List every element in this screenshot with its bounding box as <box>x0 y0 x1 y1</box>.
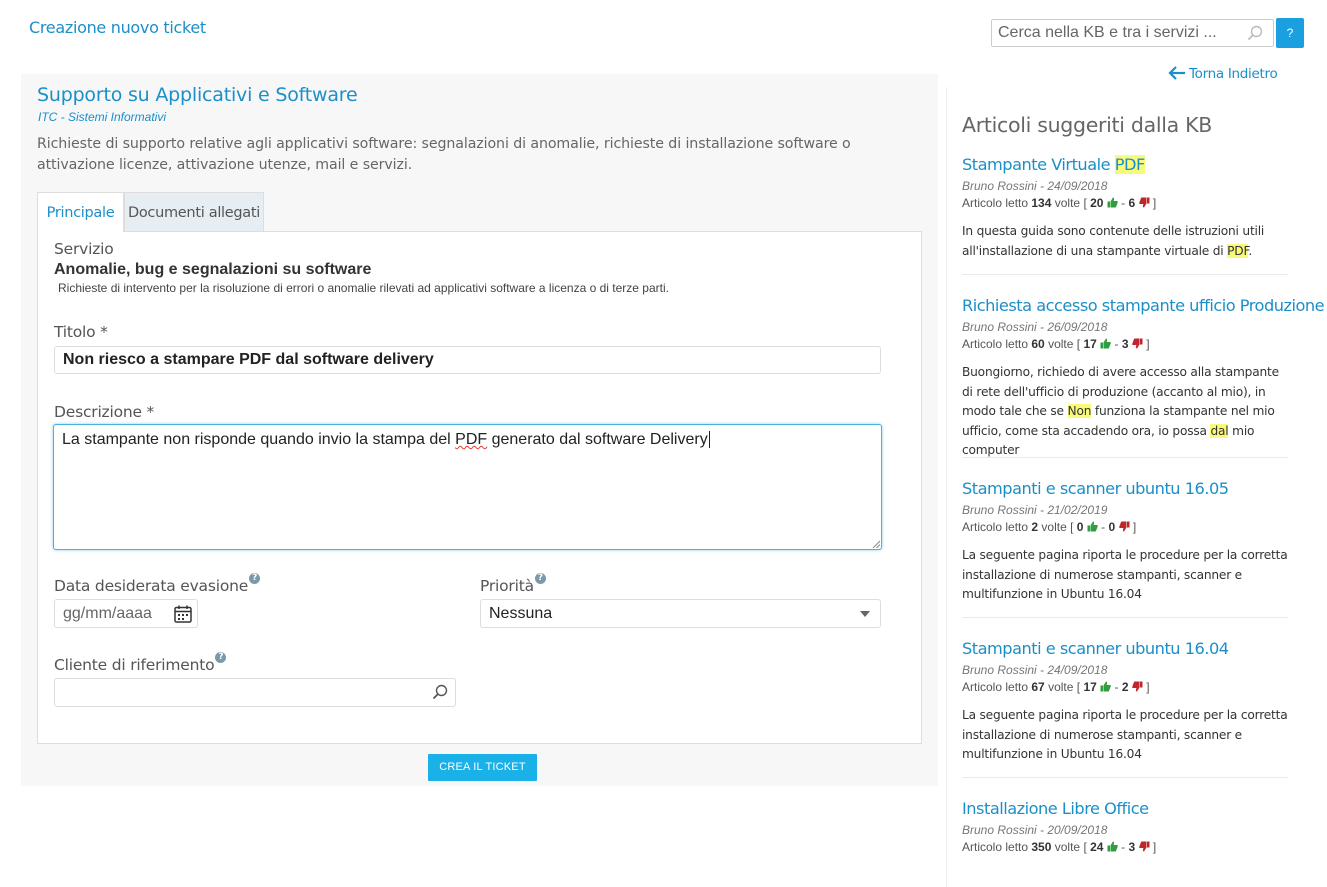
thumbs-up-icon <box>1100 338 1111 349</box>
text-cursor <box>709 431 710 448</box>
thumbs-down-icon <box>1132 681 1143 692</box>
kb-search-box[interactable] <box>991 19 1274 47</box>
descrizione-spellcheck-word: PDF <box>455 431 488 448</box>
kb-article-reads: Articolo letto 134 volte [ 20 - 6 ] <box>962 196 1157 210</box>
excerpt-text: . <box>1248 243 1253 258</box>
kb-article-meta: Bruno Rossini - 20/09/2018 <box>962 823 1108 837</box>
help-question-icon[interactable]: ? <box>249 573 260 584</box>
help-question-icon[interactable]: ? <box>215 652 226 663</box>
page-title: Creazione nuovo ticket <box>29 18 206 37</box>
excerpt-text: funziona la stampante nel mio ufficio, come sta accadendo ora, io possa <box>962 404 1275 438</box>
back-link[interactable] <box>1168 66 1277 82</box>
kb-article-excerpt <box>962 363 1288 461</box>
help-button[interactable]: ? <box>1276 18 1304 48</box>
resize-grip-icon[interactable] <box>872 540 880 548</box>
data-evasione-label-text: Data desiderata evasione <box>54 577 249 595</box>
reads-prefix: Articolo letto <box>962 680 1029 694</box>
downvote-count: 6 <box>1128 196 1136 210</box>
thumbs-up-icon <box>1107 197 1118 208</box>
priorita-label-text: Priorità <box>480 577 534 595</box>
reads-count: 60 <box>1031 337 1045 351</box>
back-link-label: Torna Indietro <box>1189 66 1278 82</box>
thumbs-up-icon <box>1107 841 1118 852</box>
reads-count: 67 <box>1031 680 1045 694</box>
kb-article-reads: Articolo letto 60 volte [ 17 - 3 ] <box>962 337 1150 351</box>
divider <box>962 274 1288 275</box>
kb-article-title-highlight: PDF <box>1114 155 1145 174</box>
descrizione-label: Descrizione * <box>54 403 155 421</box>
kb-title: Articoli suggeriti dalla KB <box>962 113 1213 137</box>
reads-count: 134 <box>1031 196 1052 210</box>
service-title: Supporto su Applicativi e Software <box>37 84 358 106</box>
excerpt-text: Buongiorno, richiedo di avere accesso alla stampante di rete dell'ufficio di produzione (accanto al mio), in modo tale che se <box>962 365 1279 418</box>
reads-count: 350 <box>1031 840 1052 854</box>
excerpt-highlight: dal <box>1210 423 1229 438</box>
service-category: ITC - Sistemi Informativi <box>38 110 167 124</box>
kb-article-title[interactable]: Stampanti e scanner ubuntu 16.04 <box>962 639 1229 658</box>
servizio-label: Servizio <box>54 240 114 258</box>
thumbs-down-icon <box>1139 197 1150 208</box>
tab-documenti-allegati[interactable]: Documenti allegati <box>124 192 264 232</box>
kb-search-input[interactable] <box>992 20 1242 46</box>
reads-suffix: volte <box>1054 840 1081 854</box>
downvote-count: 2 <box>1121 680 1129 694</box>
excerpt-text: In questa guida sono contenute delle istruzioni utili all'installazione di una stampante virtuale di <box>962 224 1265 258</box>
reads-prefix: Articolo letto <box>962 196 1029 210</box>
excerpt-highlight: PDF <box>1227 243 1249 258</box>
divider <box>962 617 1288 618</box>
kb-article <box>962 799 1288 854</box>
kb-article-meta: Bruno Rossini - 26/09/2018 <box>962 320 1108 334</box>
kb-article-title[interactable]: Stampanti e scanner ubuntu 16.05 <box>962 479 1229 498</box>
kb-article-meta: Bruno Rossini - 21/02/2019 <box>962 503 1108 517</box>
kb-article <box>962 479 1288 605</box>
kb-article-reads: Articolo letto 350 volte [ 24 - 3 ] <box>962 840 1157 854</box>
search-icon[interactable] <box>1247 25 1263 41</box>
upvote-count: 0 <box>1076 520 1084 534</box>
downvote-count: 3 <box>1121 337 1129 351</box>
upvote-count: 20 <box>1090 196 1104 210</box>
descrizione-textarea[interactable] <box>53 424 882 550</box>
kb-article-reads: Articolo letto 67 volte [ 17 - 2 ] <box>962 680 1150 694</box>
calendar-icon[interactable] <box>173 604 193 624</box>
thumbs-up-icon <box>1087 521 1098 532</box>
titolo-label: Titolo * <box>54 323 108 341</box>
reads-suffix: volte <box>1054 196 1081 210</box>
cliente-input[interactable] <box>54 678 456 707</box>
kb-article-excerpt: La seguente pagina riporta le procedure per la corretta installazione di numerose stampanti, scanner e multifunzione in Ubuntu 16.04 <box>962 708 1288 761</box>
upvote-count: 24 <box>1090 840 1104 854</box>
upvote-count: 17 <box>1083 337 1097 351</box>
priorita-selected-value: Nessuna <box>489 605 553 622</box>
excerpt-text: mio computer <box>962 423 1255 457</box>
kb-article-excerpt: La seguente pagina riporta le procedure per la corretta installazione di numerose stampanti, scanner e multifunzione in Ubuntu 16.04 <box>962 548 1288 601</box>
divider <box>962 457 1288 458</box>
kb-article-title[interactable] <box>962 155 1288 174</box>
kb-article <box>962 296 1325 461</box>
data-evasione-input[interactable] <box>54 599 198 628</box>
kb-article-title[interactable]: Richiesta accesso stampante ufficio Produzione <box>962 296 1325 315</box>
downvote-count: 0 <box>1108 520 1116 534</box>
data-evasione-label <box>54 573 260 595</box>
thumbs-down-icon <box>1139 841 1150 852</box>
kb-article-excerpt <box>962 222 1288 261</box>
thumbs-up-icon <box>1100 681 1111 692</box>
chevron-down-icon <box>860 611 870 617</box>
tab-principale[interactable]: Principale <box>37 192 124 232</box>
cliente-label <box>54 652 226 674</box>
create-ticket-button[interactable]: CREA IL TICKET <box>428 754 537 781</box>
descrizione-text-part: generato dal software Delivery <box>487 431 708 448</box>
kb-article <box>962 639 1288 765</box>
servizio-description: Richieste di intervento per la risoluzione di errori o anomalie rilevati ad applicativi software a licenza o di terze parti. <box>58 281 669 295</box>
reads-count: 2 <box>1031 520 1039 534</box>
service-description: Richieste di supporto relative agli applicativi software: segnalazioni di anomalie, richieste di installazione software o attivazione licenze, attivazione utenze, mail e servizi. <box>37 136 851 173</box>
reads-suffix: volte <box>1048 337 1074 351</box>
cliente-label-text: Cliente di riferimento <box>54 656 215 674</box>
upvote-count: 17 <box>1083 680 1097 694</box>
date-placeholder: gg/mm/aaaa <box>63 605 152 622</box>
servizio-name: Anomalie, bug e segnalazioni su software <box>54 261 372 278</box>
kb-article-meta: Bruno Rossini - 24/09/2018 <box>962 663 1108 677</box>
kb-article <box>962 155 1288 261</box>
titolo-input[interactable]: Non riesco a stampare PDF dal software delivery <box>54 346 881 374</box>
reads-prefix: Articolo letto <box>962 337 1029 351</box>
search-icon[interactable] <box>432 684 448 700</box>
reads-prefix: Articolo letto <box>962 840 1029 854</box>
kb-article-reads: Articolo letto 2 volte [ 0 - 0 ] <box>962 520 1137 534</box>
arrow-left-icon <box>1168 66 1186 80</box>
reads-suffix: volte <box>1041 520 1067 534</box>
thumbs-down-icon <box>1119 521 1130 532</box>
reads-suffix: volte <box>1048 680 1074 694</box>
kb-article-meta: Bruno Rossini - 24/09/2018 <box>962 179 1108 193</box>
descrizione-text-part: La stampante non risponde quando invio la stampa del <box>62 431 456 448</box>
kb-article-title[interactable]: Installazione Libre Office <box>962 799 1149 818</box>
priorita-select[interactable] <box>480 599 881 628</box>
kb-article-title-text: Stampante Virtuale <box>962 155 1115 174</box>
divider <box>962 777 1288 778</box>
reads-prefix: Articolo letto <box>962 520 1029 534</box>
thumbs-down-icon <box>1132 338 1143 349</box>
priorita-label <box>480 573 546 595</box>
downvote-count: 3 <box>1128 840 1136 854</box>
help-question-icon[interactable]: ? <box>535 573 546 584</box>
excerpt-highlight: Non <box>1067 404 1092 418</box>
